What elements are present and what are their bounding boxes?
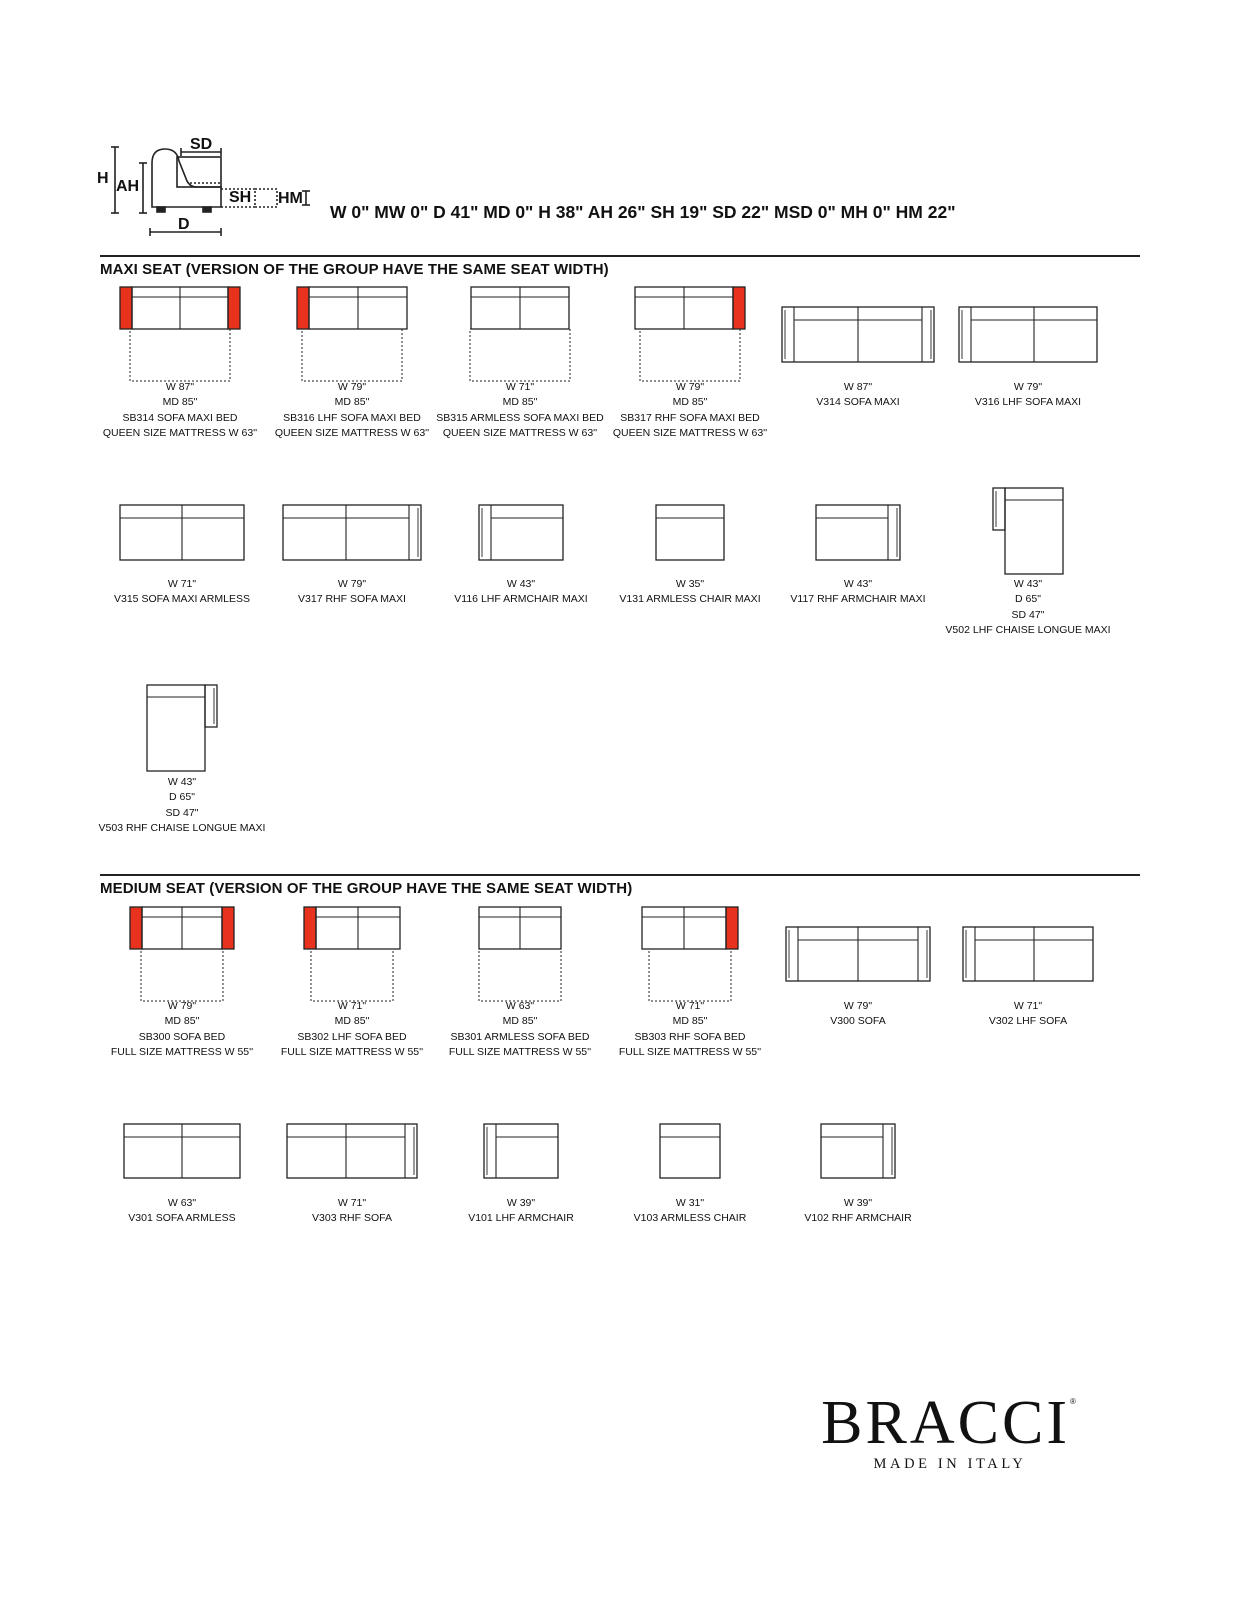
brand-tagline: MADE IN ITALY bbox=[873, 1456, 1027, 1472]
caption-line: W 39" bbox=[506, 1197, 536, 1209]
bed-extension bbox=[130, 329, 230, 381]
caption-line: V503 RHF CHAISE LONGUE MAXI bbox=[98, 821, 266, 834]
caption-line: W 71" bbox=[675, 1000, 705, 1012]
label-sh: SH bbox=[229, 189, 252, 206]
caption-line: QUEEN SIZE MATTRESS W 63'' bbox=[274, 426, 430, 439]
caption-line: W 63" bbox=[167, 1197, 197, 1209]
caption-line: SB303 RHF SOFA BED bbox=[634, 1030, 746, 1043]
caption-line: W 43" bbox=[167, 776, 197, 788]
furniture-drawing bbox=[658, 1122, 722, 1180]
caption-line: V103 ARMLESS CHAIR bbox=[633, 1212, 747, 1225]
caption-line: MD 85" bbox=[502, 1015, 538, 1028]
caption-line: D 65" bbox=[169, 791, 195, 804]
item-caption bbox=[918, 999, 1138, 1030]
furniture-drawing bbox=[281, 503, 423, 562]
sofa-frame bbox=[816, 505, 900, 560]
caption-line: SB316 LHF SOFA MAXI BED bbox=[283, 411, 421, 424]
caption-line: MD 85" bbox=[334, 1015, 370, 1028]
caption-line: SB300 SOFA BED bbox=[138, 1030, 226, 1043]
sofa-frame bbox=[963, 927, 1093, 981]
registered-mark: ® bbox=[1069, 1397, 1079, 1406]
furniture-drawing bbox=[467, 285, 573, 385]
furniture-drawing bbox=[285, 1122, 419, 1180]
caption-line: QUEEN SIZE MATTRESS W 63'' bbox=[102, 426, 258, 439]
brand-logo bbox=[800, 1389, 1100, 1473]
furniture-drawing bbox=[118, 503, 246, 562]
furniture-drawing bbox=[301, 905, 403, 1005]
caption-line: V116 LHF ARMCHAIR MAXI bbox=[454, 593, 588, 606]
caption-line: MD 85" bbox=[162, 396, 198, 409]
bed-extension bbox=[141, 949, 223, 1001]
sofa-frame bbox=[484, 1124, 558, 1178]
label-d: D bbox=[178, 216, 190, 233]
sofa-frame bbox=[283, 505, 421, 560]
brand-name: BRACCI bbox=[821, 1389, 1070, 1457]
sofa-frame bbox=[821, 1124, 895, 1178]
caption-line: V300 SOFA bbox=[830, 1015, 886, 1028]
caption-line: V302 LHF SOFA bbox=[988, 1015, 1068, 1028]
dimension-diagram bbox=[95, 135, 320, 240]
furniture-drawing bbox=[780, 305, 936, 364]
caption-line: V314 SOFA MAXI bbox=[816, 396, 900, 409]
item-caption bbox=[72, 775, 292, 836]
caption-line: W 39" bbox=[843, 1197, 873, 1209]
caption-line: MD 85" bbox=[672, 396, 708, 409]
caption-line: W 71" bbox=[505, 381, 535, 393]
caption-line: D 65" bbox=[1015, 593, 1041, 606]
caption-line: V316 LHF SOFA MAXI bbox=[974, 396, 1082, 409]
caption-line: W 71" bbox=[167, 578, 197, 590]
furniture-drawing bbox=[639, 905, 741, 1005]
furniture-drawing bbox=[145, 683, 219, 773]
caption-line: W 43" bbox=[506, 578, 536, 590]
caption-line: W 43" bbox=[843, 578, 873, 590]
furniture-drawing bbox=[476, 905, 564, 1005]
caption-line: MD 85" bbox=[164, 1015, 200, 1028]
caption-line: SB315 ARMLESS SOFA MAXI BED bbox=[436, 411, 604, 424]
sofa-frame bbox=[479, 505, 563, 560]
furniture-drawing bbox=[127, 905, 237, 1005]
caption-line: QUEEN SIZE MATTRESS W 63'' bbox=[612, 426, 768, 439]
arm-highlight bbox=[726, 907, 738, 949]
caption-line: SB301 ARMLESS SOFA BED bbox=[450, 1030, 590, 1043]
caption-line: W 43" bbox=[1013, 578, 1043, 590]
bed-extension bbox=[302, 329, 402, 381]
item-caption bbox=[748, 1196, 968, 1227]
caption-line: W 87" bbox=[165, 381, 195, 393]
arm-highlight bbox=[120, 287, 132, 329]
caption-line: W 79" bbox=[675, 381, 705, 393]
caption-line: SD 47" bbox=[165, 806, 199, 819]
caption-line: W 79" bbox=[337, 578, 367, 590]
furniture-drawing bbox=[814, 503, 902, 562]
furniture-drawing bbox=[654, 503, 726, 562]
furniture-drawing bbox=[477, 503, 565, 562]
caption-line: W 71" bbox=[337, 1000, 367, 1012]
label-ah: AH bbox=[116, 178, 140, 195]
chaise-arm bbox=[205, 685, 217, 727]
furniture-drawing bbox=[632, 285, 748, 385]
caption-line: V102 RHF ARMCHAIR bbox=[804, 1212, 912, 1225]
sofa-frame bbox=[660, 1124, 720, 1178]
section-divider bbox=[100, 255, 1140, 257]
item-caption bbox=[918, 380, 1138, 411]
item-caption bbox=[918, 577, 1138, 638]
caption-line: W 35" bbox=[675, 578, 705, 590]
bed-extension bbox=[311, 949, 393, 1001]
furniture-drawing bbox=[784, 925, 932, 983]
arm-highlight bbox=[297, 287, 309, 329]
label-h: H bbox=[97, 170, 109, 187]
caption-line: SB302 LHF SOFA BED bbox=[297, 1030, 407, 1043]
caption-line: QUEEN SIZE MATTRESS W 63'' bbox=[442, 426, 598, 439]
sofa-frame bbox=[287, 1124, 417, 1178]
arm-highlight bbox=[228, 287, 240, 329]
chaise-frame bbox=[147, 685, 205, 771]
bed-extension bbox=[649, 949, 731, 1001]
caption-line: MD 85" bbox=[334, 396, 370, 409]
furniture-drawing bbox=[294, 285, 410, 385]
caption-line: SB317 RHF SOFA MAXI BED bbox=[620, 411, 760, 424]
arm-highlight bbox=[130, 907, 142, 949]
caption-line: W 31" bbox=[675, 1197, 705, 1209]
caption-line: FULL SIZE MATTRESS W 55'' bbox=[280, 1045, 424, 1058]
furniture-drawing bbox=[819, 1122, 897, 1180]
caption-line: W 71" bbox=[337, 1197, 367, 1209]
caption-line: SB314 SOFA MAXI BED bbox=[122, 411, 238, 424]
dimensions-line: W 0" MW 0" D 41" MD 0" H 38" AH 26" SH 19" SD 22" MSD 0" MH 0" HM 22" bbox=[330, 202, 956, 222]
caption-line: V301 SOFA ARMLESS bbox=[128, 1212, 236, 1225]
caption-line: V317 RHF SOFA MAXI bbox=[298, 593, 406, 606]
caption-line: V502 LHF CHAISE LONGUE MAXI bbox=[945, 623, 1111, 636]
section-title-maxi: MAXI SEAT (VERSION OF THE GROUP HAVE THE SAME SEAT WIDTH) bbox=[100, 261, 609, 278]
bed-extension bbox=[470, 329, 570, 381]
furniture-drawing bbox=[482, 1122, 560, 1180]
caption-line: W 79" bbox=[167, 1000, 197, 1012]
bed-extension bbox=[640, 329, 740, 381]
caption-line: W 71" bbox=[1013, 1000, 1043, 1012]
caption-line: W 79" bbox=[843, 1000, 873, 1012]
caption-line: FULL SIZE MATTRESS W 55'' bbox=[618, 1045, 762, 1058]
caption-line: V131 ARMLESS CHAIR MAXI bbox=[619, 593, 761, 606]
section-title-medium: MEDIUM SEAT (VERSION OF THE GROUP HAVE THE SAME SEAT WIDTH) bbox=[100, 880, 633, 897]
chaise-arm bbox=[993, 488, 1005, 530]
sofa-frame bbox=[656, 505, 724, 560]
furniture-drawing bbox=[991, 486, 1065, 576]
caption-line: W 87" bbox=[843, 381, 873, 393]
chaise-frame bbox=[1005, 488, 1063, 574]
caption-line: MD 85" bbox=[502, 396, 538, 409]
label-hm: HM bbox=[278, 190, 303, 207]
caption-line: FULL SIZE MATTRESS W 55'' bbox=[110, 1045, 254, 1058]
caption-line: FULL SIZE MATTRESS W 55'' bbox=[448, 1045, 592, 1058]
caption-line: W 63" bbox=[505, 1000, 535, 1012]
caption-line: W 79" bbox=[337, 381, 367, 393]
caption-line: MD 85" bbox=[672, 1015, 708, 1028]
furniture-drawing bbox=[122, 1122, 242, 1180]
arm-highlight bbox=[222, 907, 234, 949]
furniture-drawing bbox=[961, 925, 1095, 983]
bed-extension bbox=[479, 949, 561, 1001]
caption-line: V117 RHF ARMCHAIR MAXI bbox=[790, 593, 926, 606]
arm-highlight bbox=[304, 907, 316, 949]
arm-highlight bbox=[733, 287, 745, 329]
label-sd: SD bbox=[190, 136, 213, 153]
section-divider bbox=[100, 874, 1140, 876]
caption-line: V303 RHF SOFA bbox=[312, 1212, 392, 1225]
caption-line: V101 LHF ARMCHAIR bbox=[468, 1212, 574, 1225]
caption-line: V315 SOFA MAXI ARMLESS bbox=[114, 593, 250, 606]
caption-line: SD 47" bbox=[1011, 608, 1045, 621]
furniture-drawing bbox=[957, 305, 1099, 364]
caption-line: W 79" bbox=[1013, 381, 1043, 393]
furniture-drawing bbox=[117, 285, 243, 385]
sofa-frame bbox=[959, 307, 1097, 362]
